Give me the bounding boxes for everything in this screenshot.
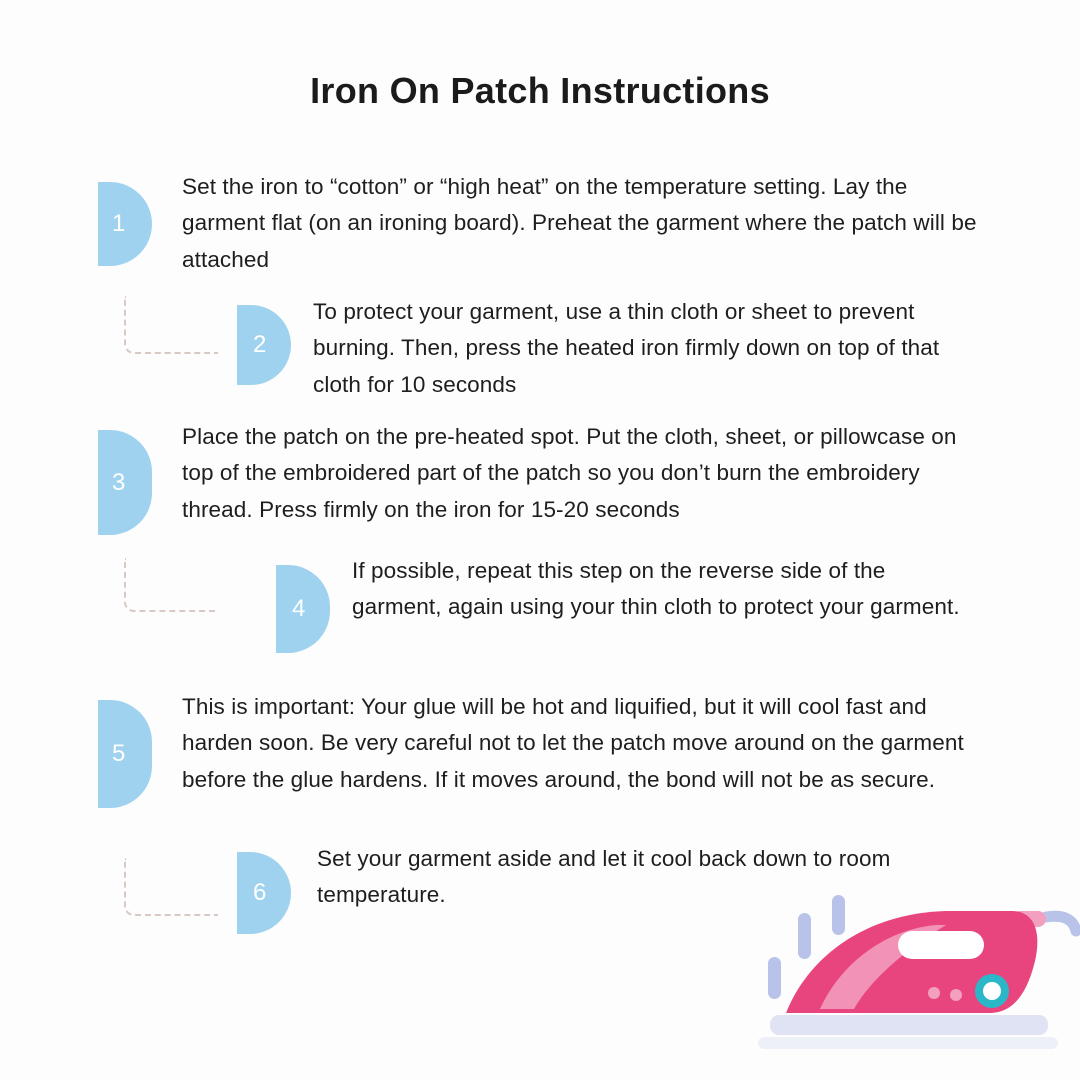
iron-temperature-dial-center (983, 982, 1001, 1000)
step-3-number: 3 (112, 468, 126, 496)
step-2-number: 2 (253, 331, 267, 358)
step-4-badge (276, 565, 330, 653)
iron-handle (898, 931, 984, 959)
step-1-number: 1 (112, 210, 126, 237)
step-5-number: 5 (112, 740, 126, 767)
step-1 (98, 174, 998, 278)
step-2-text: To protect your garment, use a thin cloth or sheet to prevent burning. Then, press the heated iron firmly down on top of that cloth for 10 seconds (313, 299, 940, 397)
iron-svg (750, 895, 1080, 1080)
iron-cord (1046, 916, 1076, 931)
step-3 (98, 424, 998, 535)
step-5-badge (98, 700, 152, 808)
step-3-text: Place the patch on the pre-heated spot. Put the cloth, sheet, or pillowcase on top of the embroidered part of the patch so you don’t burn the embroidery thread. Press firmly on the iron for 15-20 seconds (182, 424, 957, 522)
step-4 (276, 558, 996, 653)
clothes-iron-illustration (750, 895, 1080, 1080)
iron-soleplate-shadow (758, 1037, 1058, 1049)
step-4-number: 4 (292, 595, 306, 622)
iron-dot-1 (928, 987, 940, 999)
step-2 (237, 299, 997, 403)
step-6-text: Set your garment aside and let it cool back down to room temperature. (317, 846, 891, 908)
connector-1-2 (124, 296, 218, 354)
step-4-text: If possible, repeat this step on the reverse side of the garment, again using your thin cloth to protect your garment. (352, 558, 960, 620)
step-1-text: Set the iron to “cotton” or “high heat” on the temperature setting. Lay the garment flat (on an ironing board). Preheat the garment where the patch will be attached (182, 174, 977, 272)
step-3-badge (98, 430, 152, 535)
step-5-text: This is important: Your glue will be hot and liquified, but it will cool fast and harden soon. Be very careful not to let the patch move around on the garment before the glue hardens. If it moves around, the bond will not be as secure. (182, 694, 964, 792)
step-2-badge (237, 305, 291, 385)
step-5 (98, 694, 998, 808)
step-6-number: 6 (253, 879, 267, 906)
connector-5-6 (124, 858, 218, 916)
iron-dot-2 (950, 989, 962, 1001)
iron-soleplate (770, 1015, 1048, 1035)
page-title: Iron On Patch Instructions (310, 70, 770, 111)
step-6-badge (237, 852, 291, 934)
step-1-badge (98, 182, 152, 266)
connector-3-4 (124, 558, 218, 612)
